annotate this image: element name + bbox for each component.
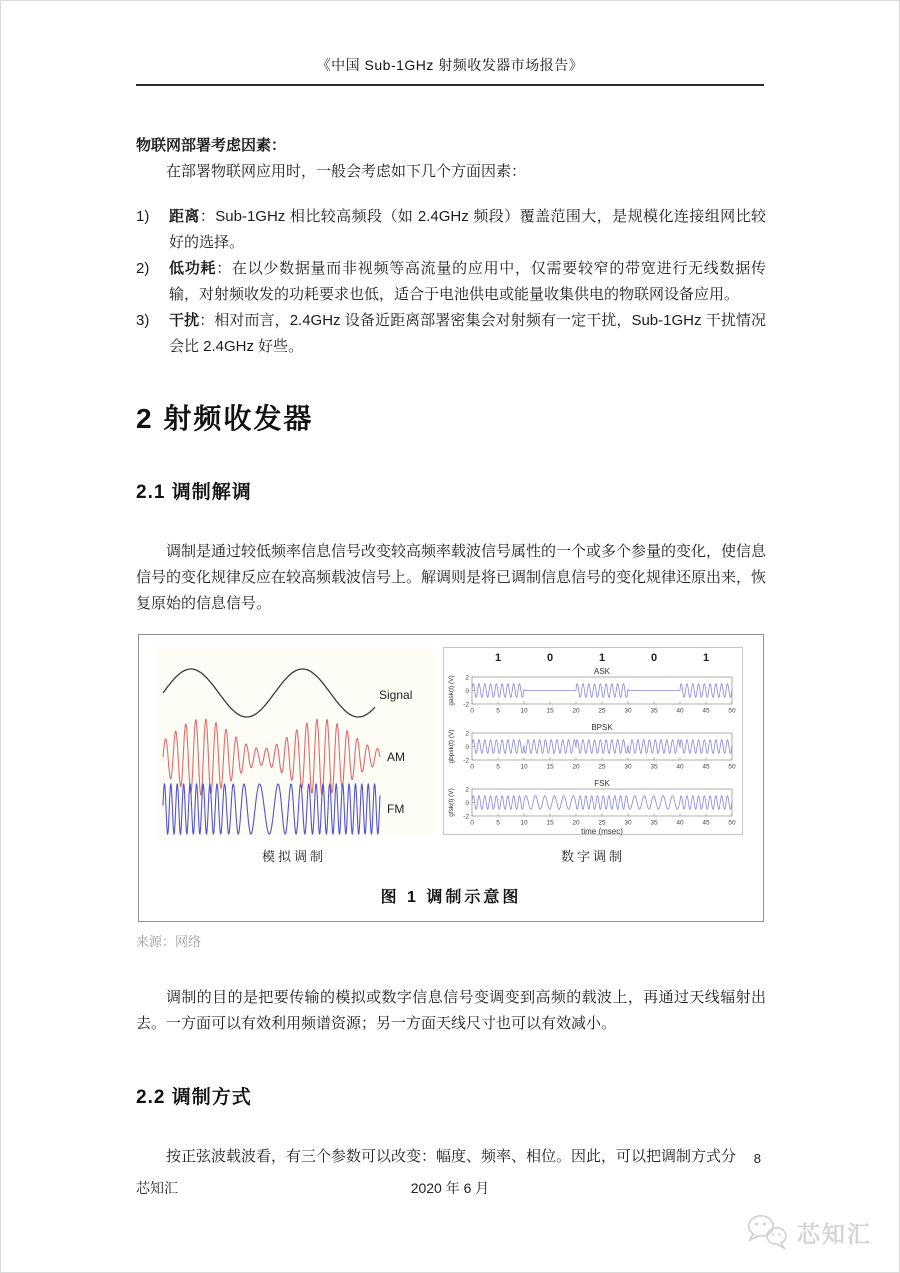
x-tick-label: 15 — [546, 707, 554, 713]
digital-modulation-panel — [443, 647, 743, 870]
bit-sequence-row — [472, 652, 732, 666]
ask-plot — [446, 666, 740, 713]
y-tick-label: 0 — [465, 799, 469, 807]
x-tick-label: 40 — [676, 763, 684, 769]
y-axis-label: gfsk(t) (V) — [448, 788, 455, 817]
modulation-paragraph: 调制是通过较低频率信息信号改变较高频率载波信号属性的一个或多个参量的变化，使信息信号的变化规律反应在较高频载波信号上。解调则是将已调制信息信号的变化规律还原出来，恢复原始的信息信号。 — [136, 543, 767, 612]
x-tick-label: 45 — [702, 707, 710, 713]
list-item-term: 低功耗 — [169, 260, 217, 277]
x-tick-label: 45 — [702, 819, 710, 827]
analog-modulation-panel — [155, 647, 433, 870]
wechat-chat-bubbles-icon — [746, 1214, 790, 1250]
report-header-title: 《中国 Sub-1GHz 射频收发器市场报告》 — [136, 55, 764, 86]
y-axis-label: gbpsk(t) (V) — [448, 729, 455, 764]
digital-panel-caption: 数字调制 — [560, 849, 625, 864]
fm-waveform — [163, 784, 380, 834]
x-tick-label: 5 — [496, 819, 500, 827]
subplot-title: ASK — [593, 667, 611, 676]
x-tick-label: 40 — [676, 707, 684, 713]
bit-label: 0 — [546, 652, 554, 664]
page-content — [136, 133, 766, 1170]
figure-caption: 图 1 调制示意图 — [380, 889, 522, 906]
carrier-paragraph: 按正弦波载波看，有三个参数可以改变：幅度、频率、相位。因此，可以把调制方式分 — [166, 1148, 737, 1165]
list-item-text: ：Sub-1GHz 相比较高频段（如 2.4GHz 频段）覆盖范围大，是规模化连接组网比较好的选择。 — [169, 208, 766, 251]
bpsk-plot — [446, 722, 740, 769]
x-tick-label: 35 — [650, 819, 658, 827]
purpose-paragraph: 调制的目的是把要传输的模拟或数字信息信号变调变到高频的载波上，再通过天线辐射出去。一方面可以有效利用频谱资源；另一方面天线尺寸也可以有效减小。 — [136, 989, 766, 1032]
x-tick-label: 30 — [624, 707, 632, 713]
am-label: AM — [387, 750, 405, 764]
watermark-text: 芯知汇 — [797, 1220, 872, 1247]
y-tick-label: 2 — [465, 730, 469, 738]
factors-intro-paragraph: 在部署物联网应用时，一般会考虑如下几个方面因素： — [166, 163, 527, 180]
y-tick-label: 0 — [465, 743, 469, 751]
bit-label: 1 — [702, 652, 710, 664]
x-tick-label: 35 — [650, 763, 658, 769]
x-tick-label: 15 — [546, 819, 554, 827]
y-tick-label: 2 — [465, 674, 469, 682]
y-tick-label: -2 — [463, 757, 469, 765]
x-tick-label: 45 — [702, 763, 710, 769]
x-tick-label: 10 — [520, 707, 528, 713]
page-number: 8 — [753, 1151, 761, 1166]
list-item-text: ：在以少数据量而非视频等高流量的应用中，仅需要较窄的带宽进行无线数据传输，对射频收发的功耗要求也低，适合于电池供电或能量收集供电的物联网设备应用。 — [169, 260, 766, 303]
bit-label: 1 — [598, 652, 606, 664]
signal-waveform — [163, 669, 375, 717]
list-item-number: 2) — [136, 260, 150, 277]
x-tick-label: 0 — [470, 819, 474, 827]
fsk-plot — [446, 778, 740, 837]
analog-panel-caption: 模拟调制 — [261, 849, 326, 864]
y-tick-label: -2 — [463, 701, 469, 709]
figure-source: 来源：网络 — [136, 934, 202, 949]
x-tick-label: 10 — [520, 763, 528, 769]
x-tick-label: 50 — [728, 763, 736, 769]
factors-list — [136, 204, 766, 360]
x-tick-label: 5 — [496, 763, 500, 769]
figure-panels — [139, 647, 763, 870]
x-tick-label: 30 — [624, 763, 632, 769]
x-tick-label: 40 — [676, 819, 684, 827]
x-tick-label: 20 — [572, 819, 580, 827]
x-tick-label: 0 — [470, 707, 474, 713]
x-tick-label: 25 — [598, 819, 606, 827]
footer-company: 芯知汇 — [136, 1180, 178, 1196]
x-tick-label: 15 — [546, 763, 554, 769]
analog-waveforms-image — [155, 647, 433, 835]
bit-label: 0 — [650, 652, 658, 664]
x-tick-label: 25 — [598, 763, 606, 769]
x-axis-label: time (msec) — [581, 827, 623, 836]
y-axis-label: gask(t) (V) — [448, 675, 455, 706]
y-tick-label: -2 — [463, 813, 469, 821]
footer-date: 2020 年 6 月 — [410, 1180, 490, 1196]
list-item — [136, 204, 766, 256]
x-tick-label: 20 — [572, 707, 580, 713]
ask-waveform — [472, 684, 732, 697]
list-item-number: 1) — [136, 208, 150, 225]
x-tick-label: 50 — [728, 819, 736, 827]
digital-subplots — [446, 666, 742, 846]
bpsk-waveform — [472, 740, 732, 753]
x-tick-label: 5 — [496, 707, 500, 713]
figure-1-box — [138, 634, 764, 922]
x-tick-label: 30 — [624, 819, 632, 827]
list-item-number: 3) — [136, 312, 150, 329]
list-item-term: 距离 — [169, 208, 200, 225]
fm-label: FM — [387, 802, 405, 816]
list-item — [136, 256, 766, 308]
subplot-title: BPSK — [591, 723, 613, 732]
section-2-2-title: 2.2 调制方式 — [136, 1087, 252, 1108]
factors-heading: 物联网部署考虑因素： — [136, 137, 287, 154]
x-tick-label: 50 — [728, 707, 736, 713]
y-tick-label: 0 — [465, 687, 469, 695]
x-tick-label: 20 — [572, 763, 580, 769]
fsk-waveform — [472, 796, 732, 810]
x-tick-label: 35 — [650, 707, 658, 713]
section-2-1-title: 2.1 调制解调 — [136, 482, 252, 503]
digital-plots-image — [443, 647, 743, 835]
bit-label: 1 — [494, 652, 502, 664]
section-2-title: 2 射频收发器 — [136, 403, 314, 434]
am-waveform — [163, 719, 380, 795]
x-tick-label: 25 — [598, 707, 606, 713]
subplot-title: FSK — [594, 779, 610, 788]
x-tick-label: 0 — [470, 763, 474, 769]
list-item — [136, 308, 766, 360]
list-item-text: ：相对而言，2.4GHz 设备近距离部署密集会对射频有一定干扰，Sub-1GHz 干扰情况会比 2.4GHz 好些。 — [169, 312, 766, 355]
y-tick-label: 2 — [465, 786, 469, 794]
list-item-term: 干扰 — [169, 312, 200, 329]
signal-label: Signal — [379, 688, 413, 702]
x-tick-label: 10 — [520, 819, 528, 827]
brand-watermark — [746, 1214, 872, 1250]
